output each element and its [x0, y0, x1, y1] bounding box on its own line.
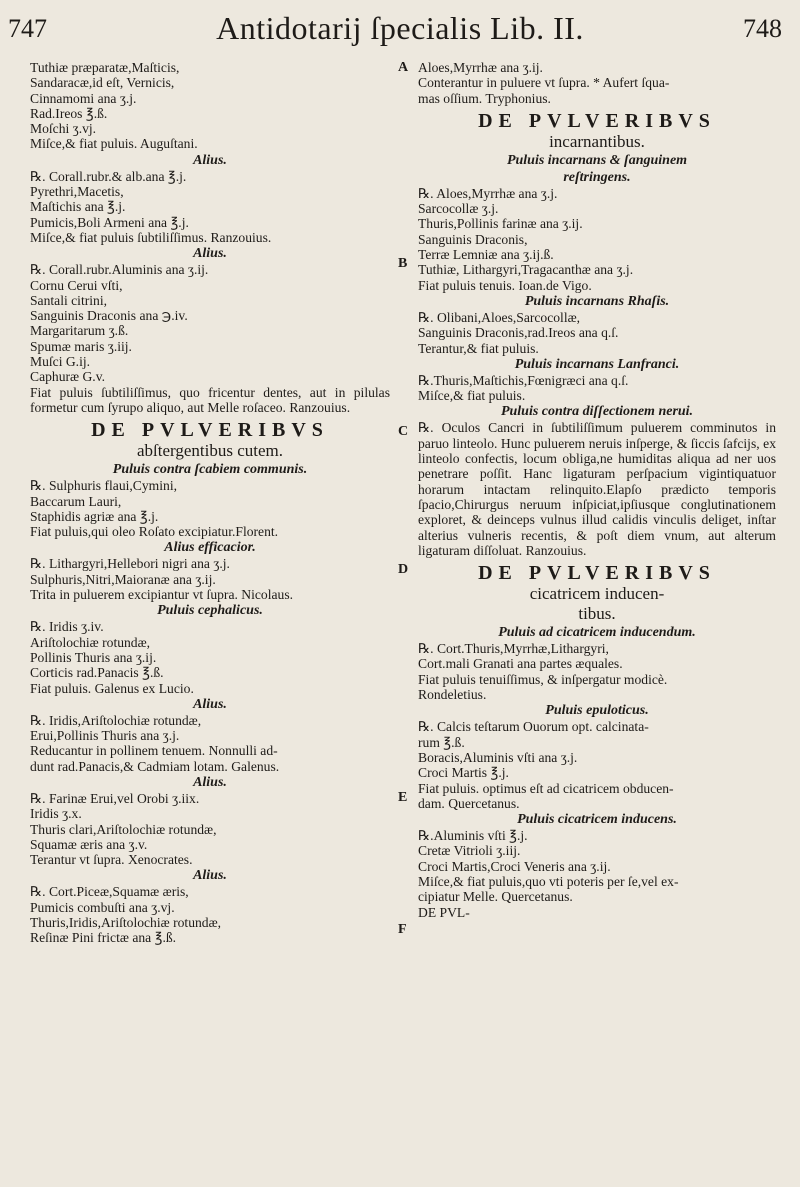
text-line: Fiat puluis,qui oleo Roſato excipiatur.Florent.	[30, 524, 279, 540]
text-line: Pyrethri,Macetis,	[30, 184, 124, 200]
text-line: ℞. Iridis,Ariſtolochiæ rotundæ,	[30, 712, 202, 728]
text-line: Maſtichis ana ℥.j.	[30, 199, 126, 215]
text-line: Reducantur in pollinem tenuem. Nonnulli ad-	[30, 743, 278, 759]
text-line: Rad.Ireos ℥.ß.	[30, 105, 108, 121]
text-line: Boracis,Aluminis vſti ana ʒ.j.	[418, 749, 578, 765]
section-heading: DE PVLVERIBVS	[478, 109, 716, 132]
margin-letter-c: C	[398, 424, 409, 439]
paragraph: Fiat puluis ſubtiliſſimus, quo fricentur dentes, aut in pilulas formetur cum ſyrupo aliquo, aut Melle roſaceo. Ranzouius.	[30, 384, 390, 415]
text-line: dunt rad.Panacis,& Cadmiam lotam. Galenus.	[30, 758, 280, 774]
section-subheading: tibus.	[578, 604, 616, 624]
text-line: ℞. Cort.Thuris,Myrrhæ,Lithargyri,	[418, 641, 609, 657]
text-line: ℞.Thuris,Maſtichis,Fœnigræci ana q.ſ.	[418, 372, 629, 388]
left-column	[30, 60, 390, 946]
text-line: Fiat puluis. optimus eſt ad cicatricem obducen-	[418, 780, 674, 796]
recipe-title: Puluis ad cicatricem inducendum.	[498, 625, 696, 641]
recipe-title: Puluis incarnans & ſanguinem	[506, 152, 688, 168]
text-line: Santali citrini,	[30, 292, 108, 308]
text-line: Reſinæ Pini frictæ ana ℥.ß.	[30, 930, 177, 946]
text-line: Erui,Pollinis Thuris ana ʒ.j.	[30, 728, 180, 744]
recipe-title: Puluis contra ſcabiem communis.	[112, 462, 308, 478]
recipe-title: Puluis contra diſſectionem nerui.	[500, 404, 694, 420]
text-line: Cretæ Vitrioli ʒ.iij.	[418, 843, 521, 859]
recipe-title: Alius efficacior.	[164, 540, 256, 556]
text-line: DE PVL-	[418, 904, 470, 920]
text-line: ℞. Olibani,Aloes,Sarcocollæ,	[418, 309, 581, 325]
text-line: Staphidis agriæ ana ℥.j.	[30, 508, 159, 524]
text-line: Cinnamomi ana ʒ.j.	[30, 90, 137, 106]
text-line: Sanguinis Draconis,	[418, 231, 528, 247]
text-line: Sarcocollæ ʒ.j.	[418, 201, 499, 217]
text-line: Moſchi ʒ.vj.	[30, 121, 97, 137]
text-line: Conterantur in puluere vt ſupra. * Aufert ſqua-	[418, 75, 670, 91]
text-line: ℞. Iridis ʒ.iv.	[30, 619, 104, 635]
text-line: ℞. Sulphuris flaui,Cymini,	[30, 478, 177, 494]
right-column	[418, 60, 776, 920]
recipe-title: Puluis cephalicus.	[157, 603, 263, 619]
text-line: Miſce,& fiat puluis.	[418, 388, 526, 404]
section-heading: DE PVLVERIBVS	[478, 562, 716, 585]
text-line: ℞. Calcis teſtarum Ouorum opt. calcinata-	[418, 719, 649, 735]
text-line: Tuthiæ, Lithargyri,Tragacanthæ ana ʒ.j.	[418, 262, 634, 278]
text-line: Corticis rad.Panacis ℥.ß.	[30, 665, 164, 681]
text-line: Croci Martis ℥.j.	[418, 765, 509, 781]
margin-letter-b: B	[398, 256, 408, 271]
paragraph: ℞. Oculos Cancri in ſubtiliſſimum puluerem comminutos in paruo linteolo. Hunc puluerem neruis inſperge, & ſiccis ſafcijs, ex linteolo confectis, locum obliga,ne humiditas aliqua ad ner uos penetrare poſſit. Hanc ligaturam perſpacium vigintiquatuor horarum intactam relinquito.Elapſo prædicto temporis ſpacio,Chirurgus neruum inſpiciat,ipſiusque conglutinationem exploret, & deinceps vulnus illud calidis vinculis deliget, inſtar alterius vulneris recentis, & poſt diem vnum, aut alterum ligaturam diſſoluat. Ranzouius.	[418, 420, 776, 558]
text-line: Fiat puluis tenuis. Ioan.de Vigo.	[418, 277, 592, 293]
text-line: Trita in puluerem excipiantur vt ſupra. Nicolaus.	[30, 587, 294, 603]
recipe-title: Puluis epuloticus.	[545, 703, 649, 719]
recipe-title: Alius.	[193, 774, 227, 790]
recipe-title: Alius.	[193, 696, 227, 712]
running-title: Antidotarij ſpecialis Lib. II.	[216, 10, 584, 46]
page-number-right: 748	[743, 14, 782, 43]
text-line: Cornu Cerui vſti,	[30, 277, 123, 293]
section-subheading: incarnantibus.	[549, 131, 645, 151]
text-line: Fiat puluis. Galenus ex Lucio.	[30, 680, 194, 696]
text-line: Ariſtolochiæ rotundæ,	[30, 634, 151, 650]
text-line: ℞. Corall.rubr.& alb.ana ℥.j.	[30, 168, 187, 184]
recipe-title: reſtringens.	[563, 169, 631, 185]
page-number-left: 747	[8, 14, 47, 43]
recipe-title: Alius.	[193, 152, 227, 168]
text-line: Fiat puluis tenuiſſimus, & inſpergatur modicè.	[418, 671, 668, 687]
margin-letter-d: D	[398, 562, 409, 577]
text-line: Sanguinis Draconis ana ℈.iv.	[30, 308, 188, 324]
text-line: Margaritarum ʒ.ß.	[30, 323, 129, 339]
text-line: Miſce,& fiat puluis. Auguſtani.	[30, 136, 198, 152]
recipe-title: Puluis incarnans Lanfranci.	[514, 356, 680, 372]
text-line: Squamæ æris ana ʒ.v.	[30, 836, 148, 852]
recipe-title: Alius.	[193, 868, 227, 884]
text-line: Pumicis combuſti ana ʒ.vj.	[30, 899, 175, 915]
recipe-title: Alius.	[193, 246, 227, 262]
text-line: Croci Martis,Croci Veneris ana ʒ.ij.	[418, 858, 611, 874]
margin-letter-f: F	[398, 922, 407, 937]
section-heading: DE PVLVERIBVS	[91, 419, 329, 442]
text-line: rum ℥.ß.	[418, 734, 465, 750]
text-line: Pollinis Thuris ana ʒ.ij.	[30, 649, 157, 665]
text-line: dam. Quercetanus.	[418, 795, 520, 811]
section-subheading: cicatricem inducen-	[529, 584, 665, 604]
text-line: ℞. Cort.Piceæ,Squamæ æris,	[30, 884, 189, 900]
text-line: Cort.mali Granati ana partes æquales.	[418, 656, 623, 672]
text-line: Sanguinis Draconis,rad.Ireos ana q.ſ.	[418, 325, 619, 341]
text-line: cipiatur Melle. Quercetanus.	[418, 889, 573, 905]
text-line: ℞. Corall.rubr.Aluminis ana ʒ.ij.	[30, 262, 209, 278]
recipe-title: Puluis cicatricem inducens.	[517, 812, 677, 828]
text-line: Thuris,Pollinis farinæ ana ʒ.ij.	[418, 216, 583, 232]
margin-letter-e: E	[398, 790, 408, 805]
page-header	[0, 10, 800, 52]
text-line: ℞. Farinæ Erui,vel Orobi ʒ.iix.	[30, 790, 200, 806]
margin-letter-a: A	[398, 60, 409, 75]
text-line: Terræ Lemniæ ana ʒ.ij.ß.	[418, 247, 554, 263]
text-line: ℞. Aloes,Myrrhæ ana ʒ.j.	[418, 185, 558, 201]
text-line: Miſce,& fiat puluis ſubtiliſſimus. Ranzouius.	[30, 229, 272, 245]
text-line: Sandaracæ,id eſt, Vernicis,	[30, 75, 175, 91]
text-line: Aloes,Myrrhæ ana ʒ.ij.	[418, 60, 543, 75]
text-line: mas oſſium. Tryphonius.	[418, 90, 551, 106]
text-line: Muſci G.ij.	[30, 354, 91, 370]
text-line: Sulphuris,Nitri,Maioranæ ana ʒ.ij.	[30, 571, 216, 587]
text-line: ℞. Lithargyri,Hellebori nigri ana ʒ.j.	[30, 556, 230, 572]
text-line: Rondeletius.	[418, 687, 487, 703]
text-line: Miſce,& fiat puluis,quo vti poteris per ſe,vel ex-	[418, 873, 679, 889]
text-line: ℞.Aluminis vſti ℥.j.	[418, 828, 528, 844]
text-line: Iridis ʒ.x.	[30, 806, 82, 822]
section-subheading: abſtergentibus cutem.	[136, 441, 284, 461]
text-line: Tuthiæ præparatæ,Maſticis,	[30, 60, 180, 75]
text-line: Terantur,& fiat puluis.	[418, 340, 539, 356]
text-line: Thuris clari,Ariſtolochiæ rotundæ,	[30, 821, 217, 837]
text-line: Terantur vt ſupra. Xenocrates.	[30, 852, 193, 868]
text-line: Thuris,Iridis,Ariſtolochiæ rotundæ,	[30, 915, 222, 931]
text-line: Baccarum Lauri,	[30, 493, 122, 509]
text-line: Caphuræ G.v.	[30, 369, 106, 385]
text-line: Spumæ maris ʒ.iij.	[30, 338, 132, 354]
recipe-title: Puluis incarnans Rhaſis.	[524, 293, 670, 309]
text-line: Pumicis,Boli Armeni ana ℥.j.	[30, 214, 189, 230]
